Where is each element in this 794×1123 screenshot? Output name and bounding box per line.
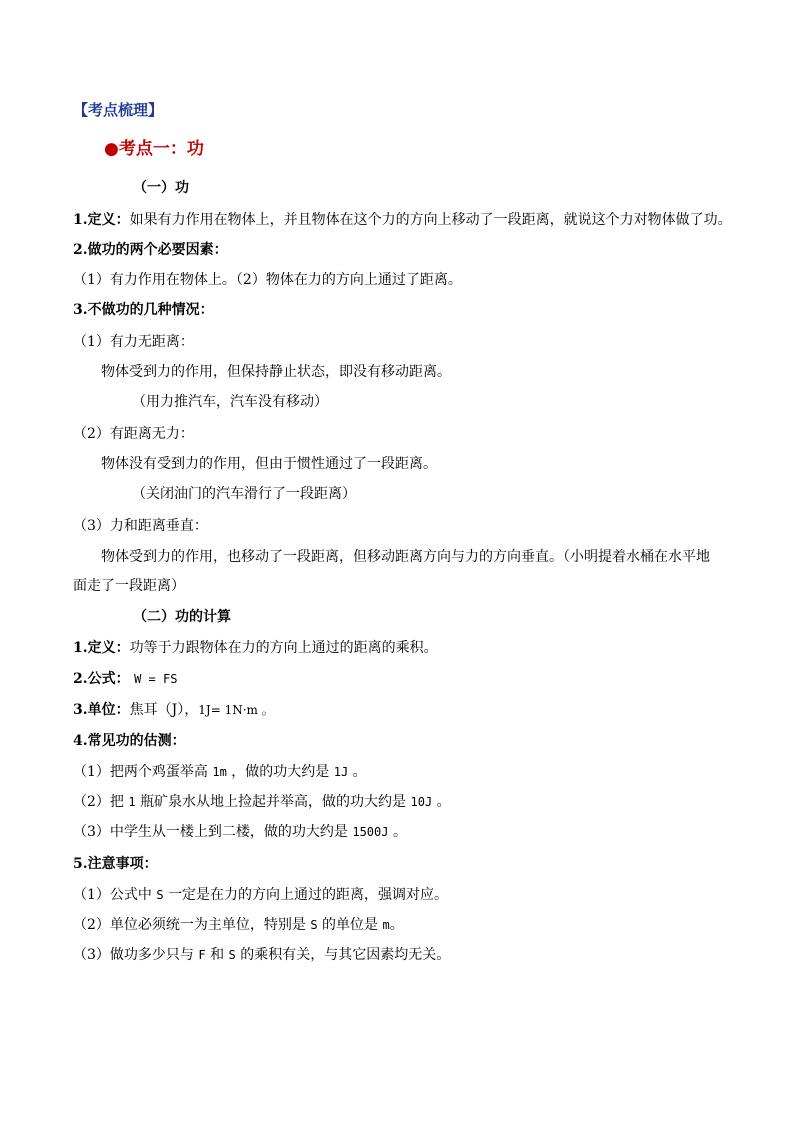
note-1: [73, 887, 448, 903]
estimate-2-c: 瓶矿泉水从地上捡起并举高，做的功大约是: [140, 794, 407, 810]
note-3: [73, 947, 450, 963]
note-2-e: 。: [389, 917, 404, 933]
bullet-icon: ●: [104, 139, 119, 159]
note-2-c: 的单位是: [322, 917, 379, 933]
definition-line: [73, 212, 732, 228]
note-2-b: S: [310, 918, 318, 932]
calc-definition-label: 1.定义：: [73, 640, 130, 656]
estimate-3-c: 。: [392, 824, 407, 840]
estimate-2: [73, 794, 451, 810]
estimate-2-a: （2）把: [73, 794, 124, 810]
unit-label: 3.单位：: [73, 702, 130, 718]
case2-desc: 物体没有受到力的作用，但由于惯性通过了一段距离。: [101, 456, 437, 472]
estimate-2-e: 。: [436, 794, 451, 810]
note-3-e: 的乘积有关，与其它因素均无关。: [240, 947, 451, 963]
no-work-title: 3.不做功的几种情况：: [73, 302, 214, 318]
note-1-b: S: [156, 888, 164, 902]
note-3-d: S: [228, 948, 236, 962]
formula: W = FS: [134, 672, 178, 686]
calc-definition-line: [73, 640, 438, 656]
estimate-3-a: （3）中学生从一楼上到二楼，做的功大约是: [73, 824, 348, 840]
estimate-2-d: 10J: [410, 795, 433, 809]
subsection-title-2: （二）功的计算: [133, 609, 231, 625]
estimate-1: [73, 764, 367, 780]
case1-example: （用力推汽车，汽车没有移动）: [132, 394, 328, 410]
estimate-1-d: 1J: [333, 765, 349, 779]
estimate-1-e: 。: [352, 764, 367, 780]
point-title-text: 考点一：功: [118, 139, 204, 159]
point-title: [104, 139, 204, 159]
note-3-a: （3）做功多少只与: [73, 947, 194, 963]
formula-label: 2.公式：: [73, 671, 130, 687]
section-header: 【考点梳理】: [73, 101, 164, 119]
case1-desc: 物体受到力的作用，但保持静止状态，即没有移动距离。: [101, 364, 451, 380]
estimate-1-b: 1m: [212, 765, 227, 779]
unit-text-a: 焦耳（J），: [129, 702, 199, 718]
note-3-c: 和: [210, 947, 225, 963]
estimate-title: 4.常见功的估测：: [73, 733, 186, 749]
case2-title: （2）有距离无力：: [73, 426, 194, 442]
note-1-a: （1）公式中: [73, 887, 152, 903]
estimate-3: [73, 824, 407, 840]
unit-text-b: 1J= 1N·m 。: [198, 703, 274, 717]
estimate-2-b: 1: [128, 795, 136, 809]
factors-title: 2.做功的两个必要因素：: [73, 242, 228, 258]
note-3-b: F: [198, 948, 206, 962]
formula-line: [73, 671, 177, 687]
subsection-title-1: （一）功: [133, 180, 189, 196]
estimate-1-a: （1）把两个鸡蛋举高: [73, 764, 208, 780]
note-2-d: m: [382, 918, 390, 932]
case3-desc-line1: 物体受到力的作用，也移动了一段距离，但移动距离方向与力的方向垂直。（小明提着水桶在水平地: [101, 549, 710, 565]
estimate-3-b: 1500J: [352, 825, 389, 839]
note-2: [73, 917, 404, 933]
definition-text: 如果有力作用在物体上，并且物体在这个力的方向上移动了一段距离，就说这个力对物体做了功。: [129, 212, 732, 228]
case2-example: （关闭油门的汽车滑行了一段距离）: [132, 486, 356, 502]
note-1-c: 一定是在力的方向上通过的距离，强调对应。: [168, 887, 449, 903]
case3-title: （3）力和距离垂直：: [73, 518, 208, 534]
unit-line: [73, 702, 274, 718]
calc-definition-text: 功等于力跟物体在力的方向上通过的距离的乘积。: [129, 640, 438, 656]
case3-desc-line2: 面走了一段距离）: [73, 578, 185, 594]
definition-label: 1.定义：: [73, 212, 130, 228]
notes-title: 5.注意事项：: [73, 856, 158, 872]
case1-title: （1）有力无距离：: [73, 334, 194, 350]
estimate-1-c: ，做的功大约是: [231, 764, 330, 780]
note-2-a: （2）单位必须统一为主单位，特别是: [73, 917, 306, 933]
factors-text: （1）有力作用在物体上。（2）物体在力的方向上通过了距离。: [73, 272, 462, 288]
